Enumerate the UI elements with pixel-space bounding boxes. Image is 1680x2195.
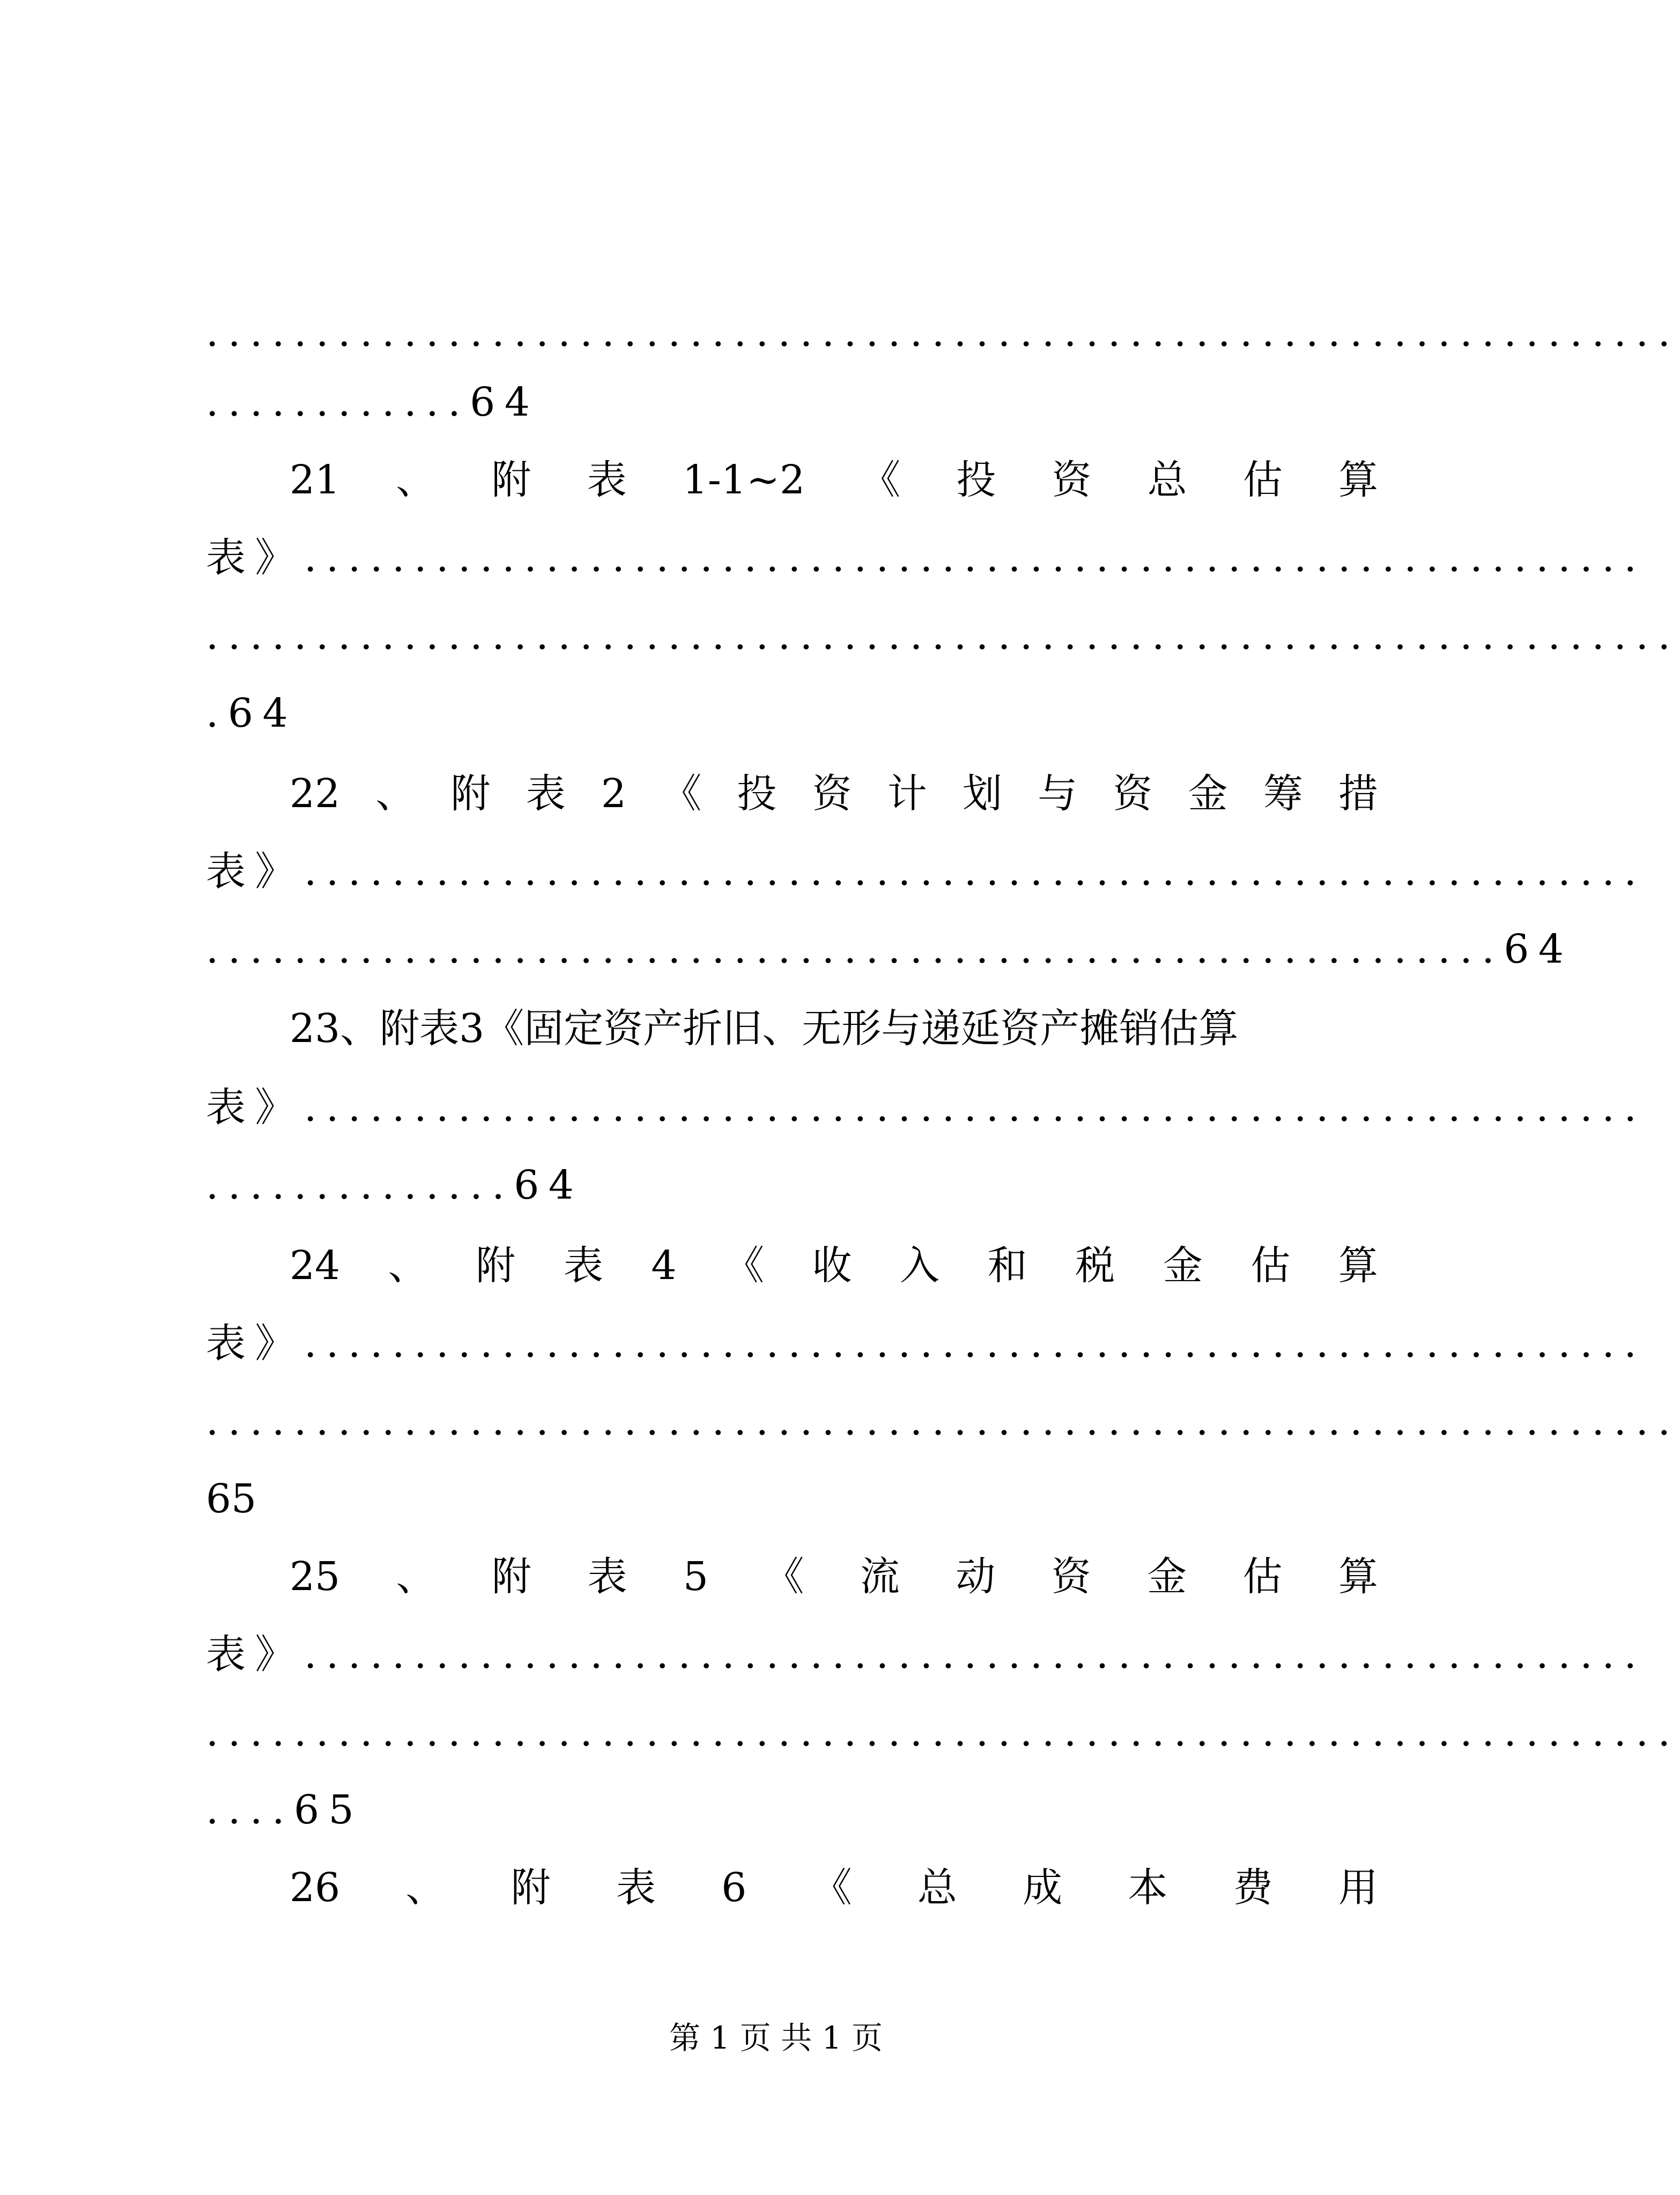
toc-leader-line: ................................................................... bbox=[206, 612, 1680, 659]
toc-page-number-line: ...........................................................64 bbox=[206, 926, 1573, 972]
toc-leader-line: 表》............................................................. bbox=[206, 1631, 1646, 1677]
toc-entry-24[interactable]: 24 、 附 表 4 《 收 入 和 税 金 估 算 bbox=[290, 1243, 1378, 1289]
toc-entry-25[interactable]: 25 、 附 表 5 《 流 动 资 金 估 算 bbox=[290, 1554, 1378, 1600]
toc-entry-26[interactable]: 26 、 附 表 6 《 总 成 本 费 用 bbox=[290, 1865, 1378, 1911]
toc-page-number-line: .64 bbox=[206, 690, 298, 736]
toc-entry-23[interactable]: 23、附表3《固定资产折旧、无形与递延资产摊销估算 bbox=[290, 1006, 1239, 1052]
toc-entry-22[interactable]: 22 、 附 表 2 《 投 资 计 划 与 资 金 筹 措 bbox=[290, 771, 1378, 817]
toc-leader-line: ................................................................... bbox=[206, 309, 1680, 356]
page-footer: 第 1 页 共 1 页 bbox=[669, 2020, 883, 2056]
toc-page-number-line: ..............64 bbox=[206, 1162, 583, 1208]
toc-leader-line: 表》............................................................. bbox=[206, 535, 1646, 581]
toc-leader-line: ................................................................... bbox=[206, 1709, 1680, 1755]
toc-leader-line: 表》............................................................. bbox=[206, 848, 1646, 895]
toc-page-number-line: ............64 bbox=[206, 379, 539, 425]
toc-entry-21[interactable]: 21 、 附 表 1-1~2 《 投 资 总 估 算 bbox=[290, 457, 1378, 503]
toc-leader-line: ................................................................... bbox=[206, 1398, 1680, 1444]
toc-page-number-line: ....65 bbox=[206, 1787, 364, 1833]
toc-leader-line: 表》............................................................. bbox=[206, 1320, 1646, 1366]
toc-leader-line: 表》............................................................. bbox=[206, 1084, 1646, 1130]
toc-page-number-line: 65 bbox=[206, 1476, 257, 1522]
